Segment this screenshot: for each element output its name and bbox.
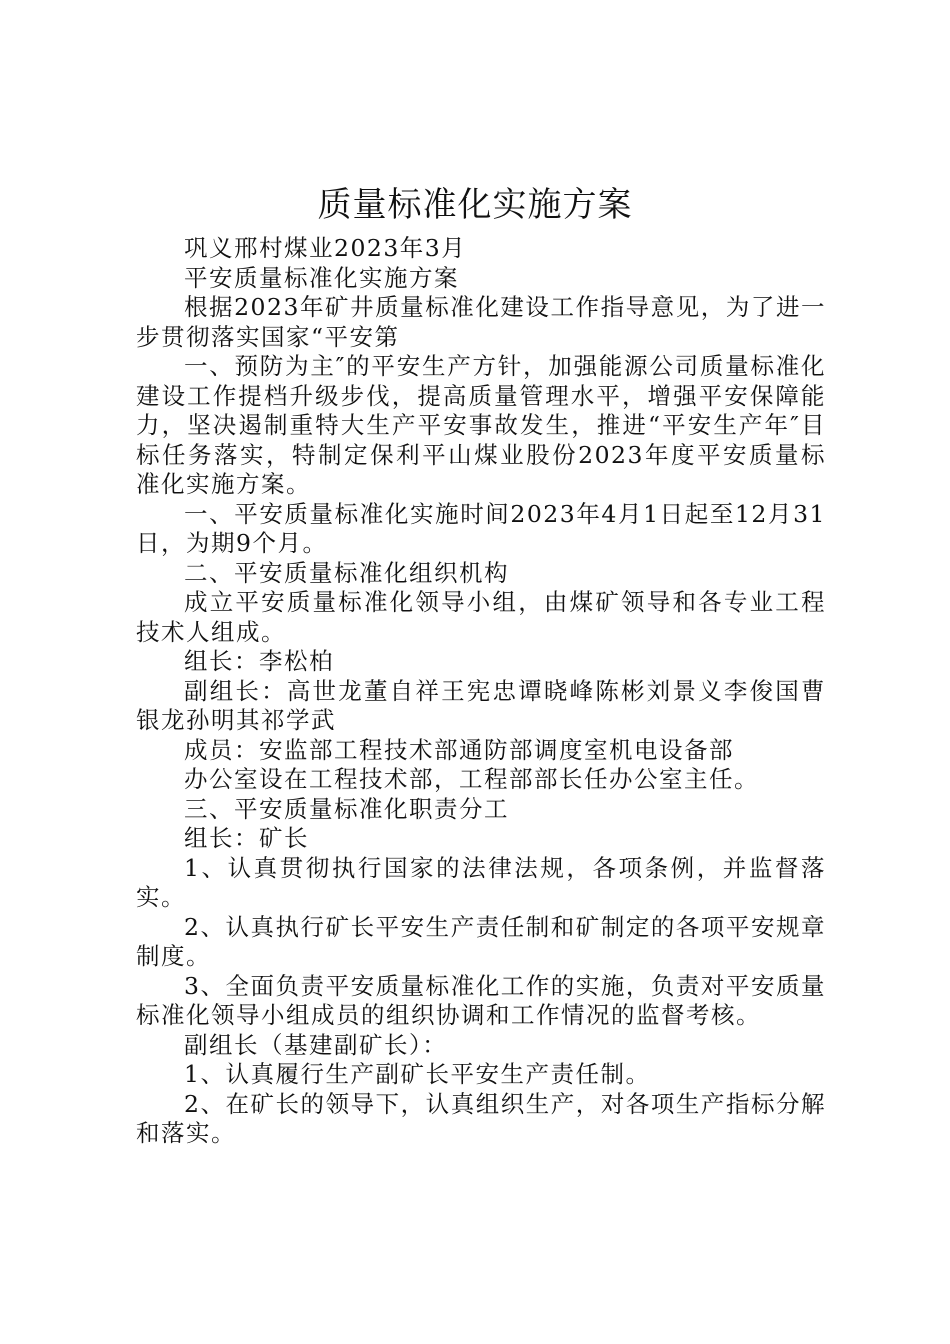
- paragraph-section-3-heading: 三、平安质量标准化职责分工: [184, 794, 509, 823]
- paragraph-subtitle: 平安质量标准化实施方案: [184, 263, 459, 292]
- paragraph-section-2-heading: 二、平安质量标准化组织机构: [184, 558, 509, 587]
- paragraph-duty-3: 3、全面负责平安质量标准化工作的实施，负责对平安质量标准化领导小组成员的组织协调和工作情况的监督考核。: [136, 971, 826, 1029]
- paragraph-members: 成员：安监部工程技术部通防部调度室机电设备部: [184, 735, 734, 764]
- paragraph-leadership-group: 成立平安质量标准化领导小组，由煤矿领导和各专业工程技术人组成。: [136, 588, 826, 646]
- paragraph-date: 巩义邢村煤业2023年3月: [184, 234, 467, 262]
- document-body: [136, 234, 826, 1149]
- paragraph-duty-2: 2、认真执行矿长平安生产责任制和矿制定的各项平安规章制度。: [136, 912, 826, 970]
- paragraph-intro: 根据2023年矿井质量标准化建设工作指导意见，为了进一步贯彻落实国家“平安第: [136, 293, 826, 351]
- paragraph-duty-1: 1、认真贯彻执行国家的法律法规，各项条例，并监督落实。: [136, 853, 826, 911]
- paragraph-office: 办公室设在工程技术部，工程部部长任办公室主任。: [184, 765, 759, 793]
- paragraph-leader: 组长：李松柏: [184, 647, 334, 675]
- paragraph-leader-role: 组长：矿长: [184, 824, 309, 852]
- paragraph-deputy-role: 副组长（基建副矿长）：: [184, 1030, 448, 1059]
- paragraph-section-1: 一、平安质量标准化实施时间2023年4月1日起至12月31日，为期9个月。: [136, 499, 826, 557]
- paragraph-deputy-duty-2: 2、在矿长的领导下，认真组织生产，对各项生产指标分解和落实。: [136, 1089, 826, 1147]
- paragraph-policy: 一、预防为主″的平安生产方针，加强能源公司质量标准化建设工作提档升级步伐，提高质量管理水平，增强平安保障能力，坚决遏制重特大生产平安事故发生，推进“平安生产年″目标任务落实，特制定保利平山煤业股份2023年度平安质量标准化实施方案。: [136, 352, 826, 498]
- document-title: 质量标准化实施方案: [317, 185, 633, 225]
- paragraph-deputy-duty-1: 1、认真履行生产副矿长平安生产责任制。: [184, 1060, 651, 1088]
- paragraph-deputy-leaders: 副组长：高世龙董自祥王宪忠谭晓峰陈彬刘景义李俊国曹银龙孙明其祁学武: [136, 676, 826, 734]
